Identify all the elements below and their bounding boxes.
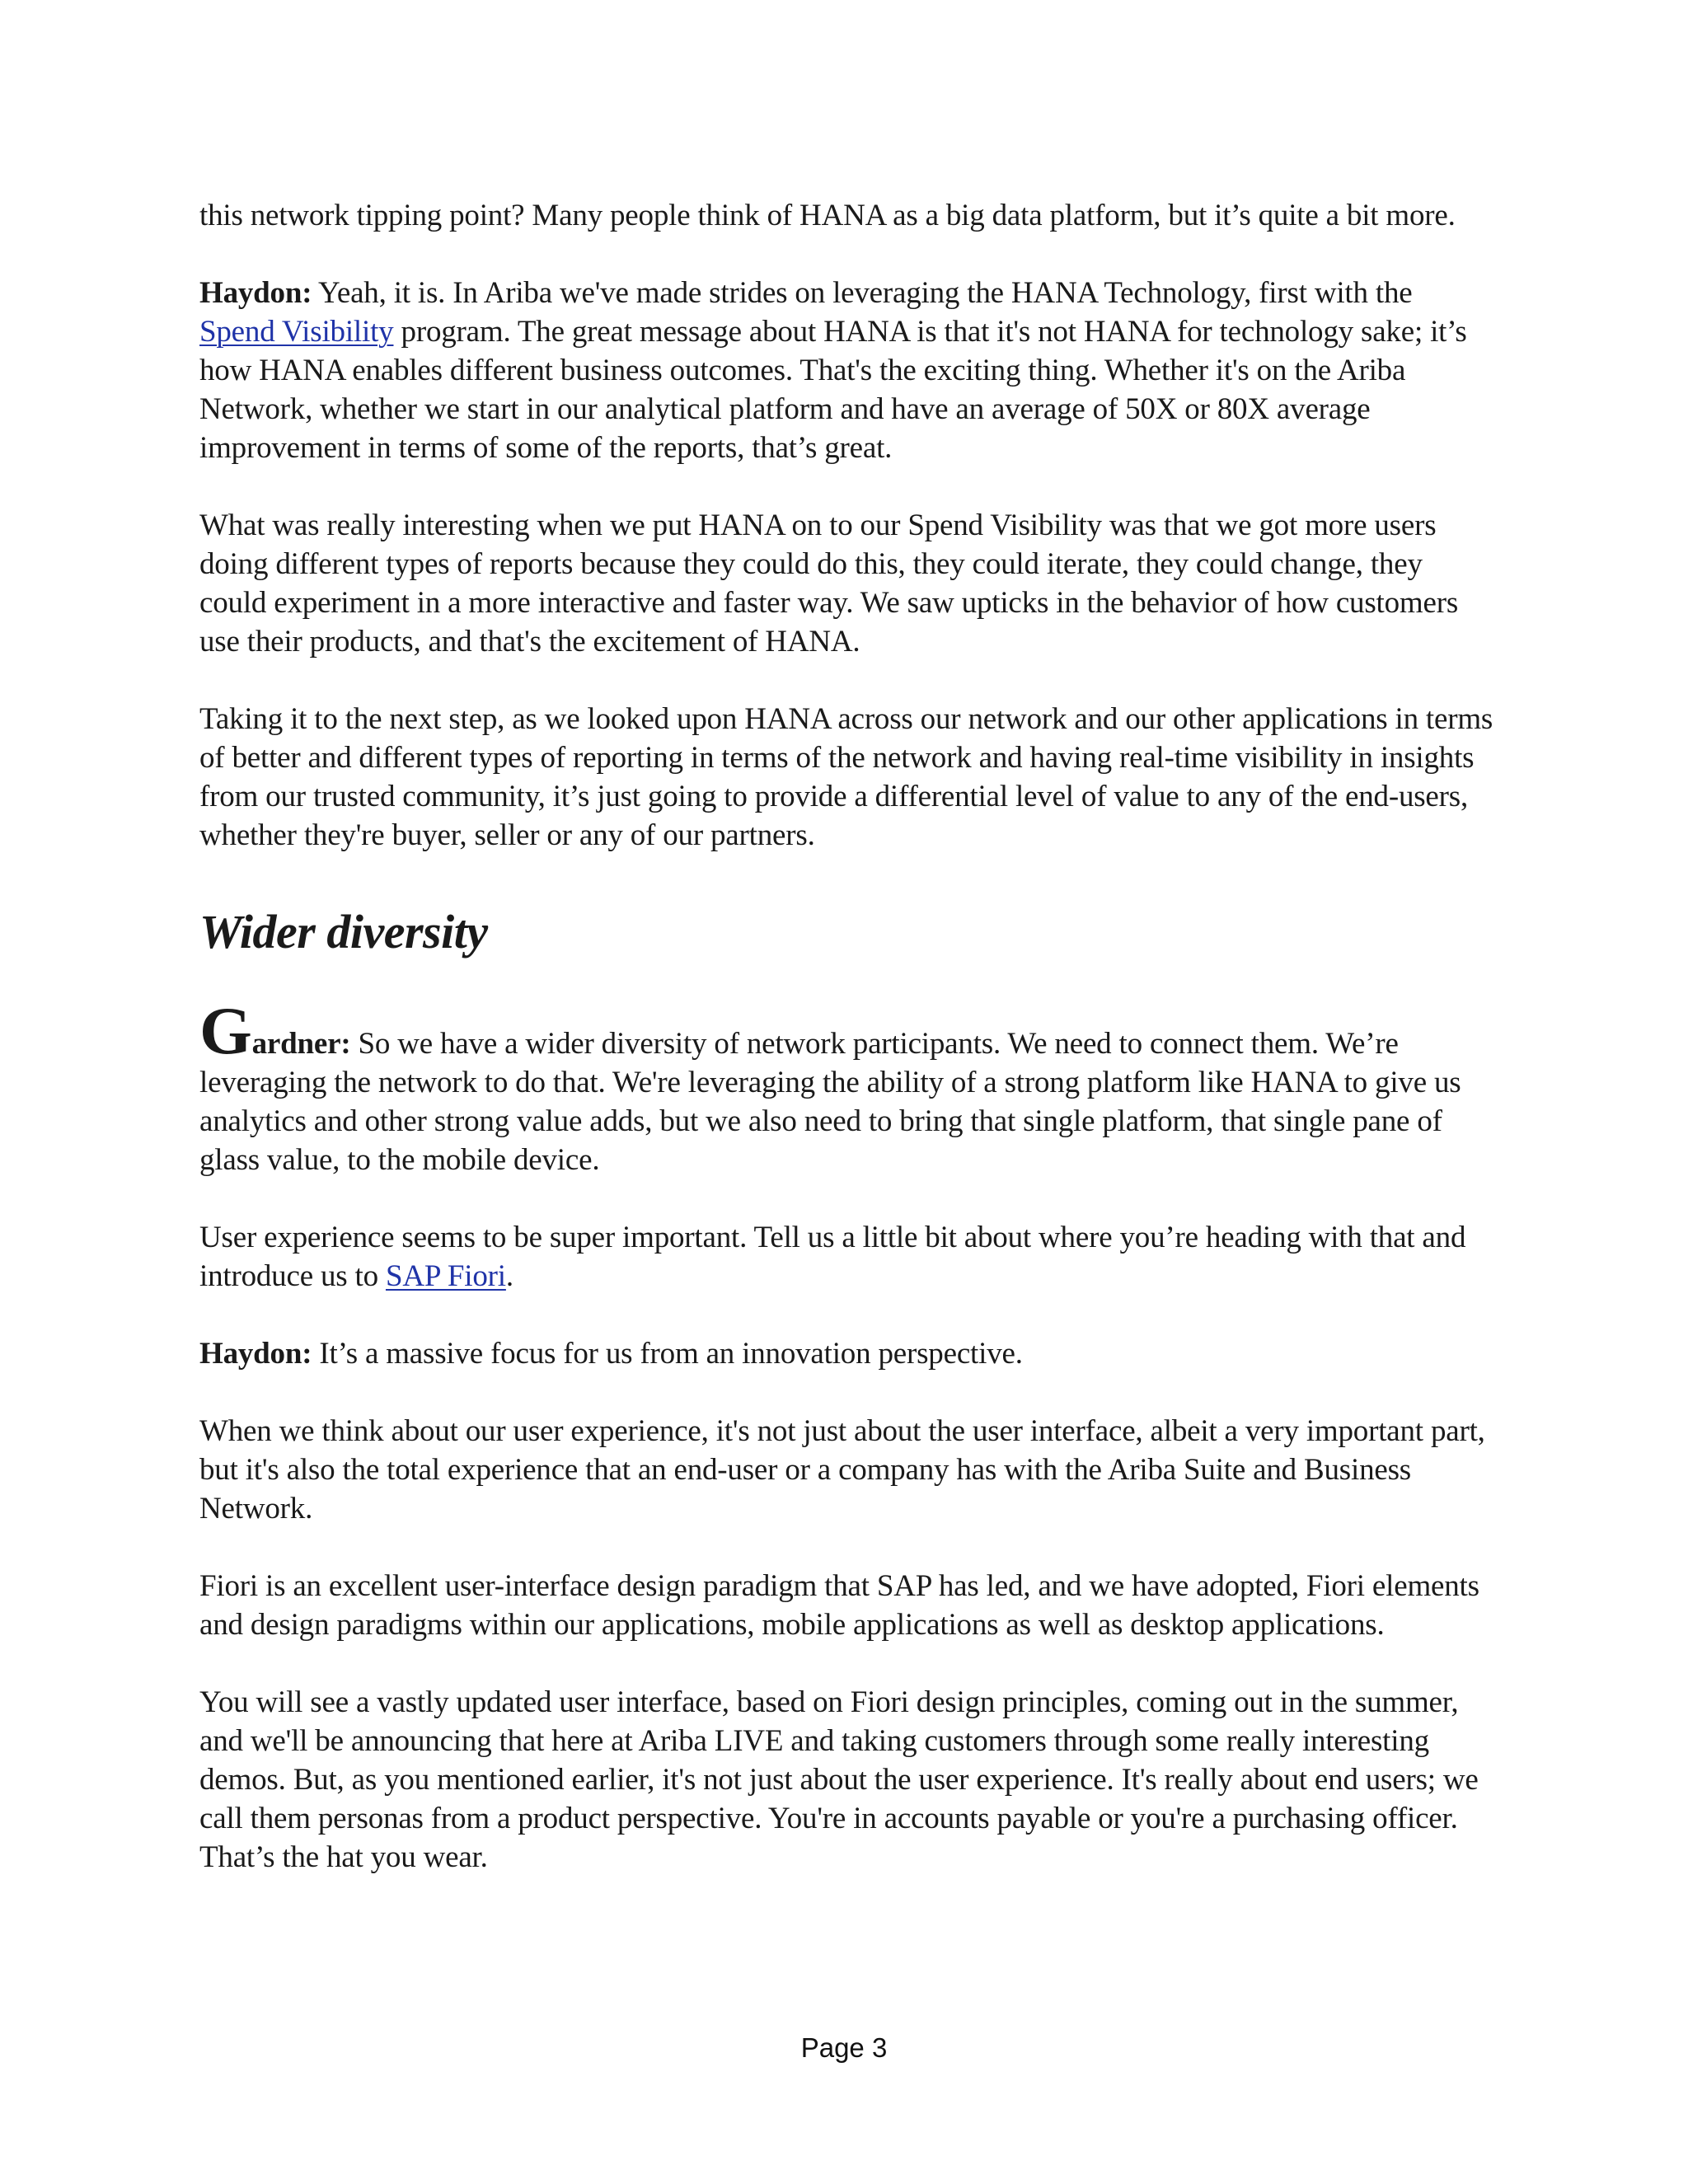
speaker-label: Haydon: xyxy=(199,1337,312,1371)
paragraph-user-experience xyxy=(199,1218,1493,1296)
paragraph-intro: this network tipping point? Many people think of HANA as a big data platform, but it’s quite a bit more. xyxy=(199,199,1456,232)
speaker-label: ardner: xyxy=(251,1027,351,1061)
document-body xyxy=(199,196,1493,1877)
paragraph-updated-ui: You will see a vastly updated user interface, based on Fiori design principles, coming out in the summer, and we'll be announcing that here at Ariba LIVE and taking customers through some really interesting demos. But, as you mentioned earlier, it's not just about the user experience. It's really about end users; we call them personas from a product perspective. You're in accounts payable or you're a purchasing officer. That’s the hat you wear. xyxy=(199,1685,1479,1874)
paragraph-spend-visibility: What was really interesting when we put HANA on to our Spend Visibility was that we got more users doing different types of reports because they could do this, they could iterate, they could change, they could experiment in a more interactive and faster way. We saw upticks in the behavior of how customers use their products, and that's the excitement of HANA. xyxy=(199,509,1459,658)
sap-fiori-link[interactable]: SAP Fiori xyxy=(385,1259,506,1293)
paragraph-text: User experience seems to be super important. Tell us a little bit about where you’re heading with that and introduce us to xyxy=(199,1221,1466,1293)
paragraph-text: It’s a massive focus for us from an innovation perspective. xyxy=(312,1337,1023,1371)
paragraph-fiori-paradigm: Fiori is an excellent user-interface design paradigm that SAP has led, and we have adopted, Fiori elements and design paradigms within our applications, mobile applications as well as desktop applications. xyxy=(199,1569,1479,1642)
paragraph-haydon-focus xyxy=(199,1334,1493,1373)
speaker-label: Haydon: xyxy=(199,276,312,310)
paragraph-next-step: Taking it to the next step, as we looked upon HANA across our network and our other applications in terms of better and different types of reporting in terms of the network and having real-time visibility in insights from our trusted community, it’s just going to provide a differential level of value to any of the end-users, whether they're buyer, seller or any of our partners. xyxy=(199,702,1493,852)
page-number: Page 3 xyxy=(800,2032,888,2063)
paragraph-text: . xyxy=(505,1259,513,1293)
paragraph-text: Yeah, it is. In Ariba we've made strides on leveraging the HANA Technology, first with the xyxy=(312,276,1413,310)
paragraph-haydon-hana xyxy=(199,274,1493,467)
section-heading: Wider diversity xyxy=(199,905,488,958)
drop-cap: G xyxy=(199,993,252,1068)
paragraph-text: So we have a wider diversity of network participants. We need to connect them. We’re leveraging the network to do that. We're leveraging the ability of a strong platform like HANA to give us analytics and other strong value adds, but we also need to bring that single platform, that single pane of glass value, to the mobile device. xyxy=(199,1027,1461,1177)
paragraph-text: program. The great message about HANA is that it's not HANA for technology sake; it’s how HANA enables different business outcomes. That's the exciting thing. Whether it's on the Ariba Network, whether we start in our analytical platform and have an average of 50X or 80X average improvement in terms of some of the reports, that’s great. xyxy=(199,315,1467,465)
paragraph-gardner xyxy=(199,993,1493,1179)
spend-visibility-link[interactable]: Spend Visibility xyxy=(199,315,394,349)
paragraph-user-interface: When we think about our user experience, it's not just about the user interface, albeit a very important part, but it's also the total experience that an end-user or a company has with the Ariba Suite and Business Network. xyxy=(199,1414,1485,1526)
